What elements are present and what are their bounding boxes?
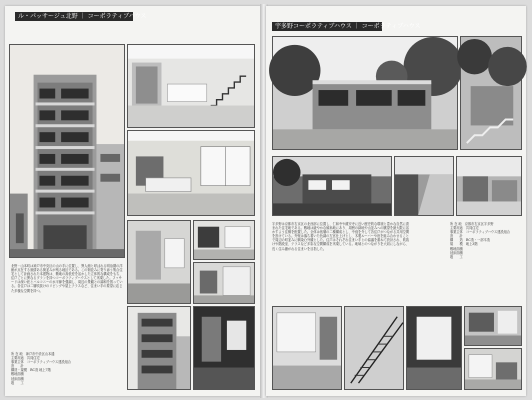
right-page xyxy=(266,6,526,396)
left-page xyxy=(5,6,261,396)
night-interior-photo xyxy=(193,306,255,390)
meta-line: 主要用途 共同住宅 xyxy=(450,226,479,231)
right-body-text: 宇多野は京都市右京区の北西部に位置し、仁和寺や龍安寺に近い歴史的な環境と豊かな自然に恵まれた住宅地である。敷地は緩やかな傾斜地にあり、周囲の緑地や山並みへの眺望を最大限に活かすよう住棟を配置した。全体は低層の二棟構成とし、中庭を介して各住戸がつながる共用空間を設けている。外壁は落ち着いた色調の左官仕上げとし、木製ルーバーや庇を組み合わせることで周辺の町並みに馴染む外観とした。住戸はそれぞれ住まい手との協議を重ねて設計され、吹抜けや階段室、テラスなど多彩な空間構成を実現している。地域とのつながりを大切にしながら、長く住み継がれる住まいを目指した。 xyxy=(272,222,410,251)
meta-line: 延床面積 xyxy=(450,250,466,255)
meta-line: 規 模 地上3階 xyxy=(450,242,478,247)
window-view-photo xyxy=(406,306,462,390)
right-page-title: 宇多野コーポラティブハウス ｜ コーポラティブハウス xyxy=(272,22,382,31)
meta-line: 所 在 地 京都市右京区宇多野 xyxy=(450,222,494,226)
interior-living-photo xyxy=(272,306,342,390)
left-page-title: ル・パッサージュ北野 ｜ コーポラティブハウス xyxy=(15,12,133,21)
left-project-data xyxy=(11,352,123,385)
interior-room-photo xyxy=(193,220,255,260)
meta-line: 構 造 RC造・一部木造 xyxy=(450,238,490,243)
meta-line: 所 在 地 神戸市中央区山本通 xyxy=(11,352,55,356)
building-exterior-photo xyxy=(9,44,125,258)
facade-detail-photo xyxy=(127,306,191,390)
meta-line: 事業主体 コーポラティブハウス建設組合 xyxy=(450,230,510,235)
street-view-photo xyxy=(456,156,522,216)
meta-line: 竣 工 xyxy=(11,380,27,385)
meta-line: 設 計 xyxy=(11,364,27,369)
right-project-data xyxy=(450,222,522,259)
interior-stair-photo xyxy=(127,44,255,128)
steel-stair-photo xyxy=(344,306,404,390)
stair-garden-photo xyxy=(460,36,522,150)
interior-corner-photo xyxy=(127,220,191,304)
meta-line: 延床面積 xyxy=(11,376,27,381)
meta-line: 設 計 xyxy=(450,234,466,239)
terrace-photo xyxy=(464,306,522,346)
living-kitchen-photo xyxy=(127,130,255,216)
garden-path-photo xyxy=(394,156,454,216)
bedroom-photo xyxy=(464,348,522,390)
exterior-dusk-photo xyxy=(272,156,392,216)
meta-line: 敷地面積 xyxy=(450,246,466,251)
meta-line: 主要用途 共同住宅 xyxy=(11,356,40,361)
left-body-text: 北野・山本町は神戸市中央区の山の手に位置し、異人館と呼ばれる明治期の洋館が点在する風情ある街並みが残る地区である。この街並みに寄り添う集合住宅として計画された本建物は、敷地の高低差を活かした立体的な構成をもち、住戸ごとに異なるプランを持つコーポラティブハウスとして実現した。ファサードは深い庇とバルコニーの水平線を強調し、周辺の景観との調和を図っている。各住戸は二層吹抜けのリビングや屋上テラスなど、住まい手の要望に応じた多様な空間を持つ。 xyxy=(11,264,123,293)
meta-line: 敷地面積 xyxy=(11,372,27,377)
meta-line: 構造・規模 RC造 地上7階 xyxy=(11,368,51,373)
meta-line: 竣 工 xyxy=(450,254,466,259)
meta-line: 事業主体 コーポラティブハウス建設組合 xyxy=(11,360,71,365)
exterior-main-photo xyxy=(272,36,458,150)
interior-room-photo-2 xyxy=(193,262,255,304)
